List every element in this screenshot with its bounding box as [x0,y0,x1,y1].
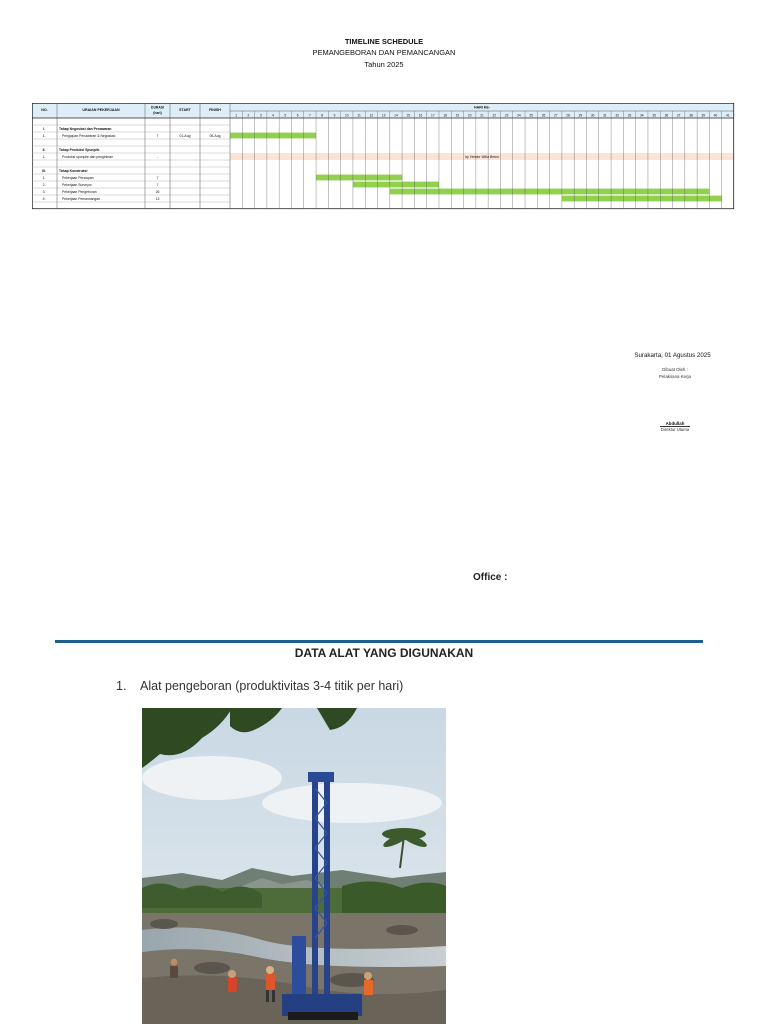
day-label: 9 [333,113,336,118]
gantt-bar [230,133,316,139]
equipment-item [116,679,403,693]
day-label: 23 [504,113,509,118]
day-label: 29 [578,113,583,118]
timeline-gantt-table [32,103,736,234]
col-duration-unit: (hari) [153,111,162,115]
task-start: 01-Aug [179,134,191,138]
task-duration: 26 [155,190,160,194]
gantt-bar [316,175,402,181]
drilling-rig-photo [142,708,446,1024]
schedule-title: TIMELINE SCHEDULE [344,37,424,46]
day-label: 26 [541,113,546,118]
equipment-item-number: 1. [116,679,127,693]
gantt-bar [353,182,439,188]
col-finish-header: FINISH [209,108,221,112]
days-header: HARI KE- [474,105,490,110]
made-by-label: Dibuat Oleh : [662,367,688,372]
task-finish: 08-Aug [209,134,221,138]
task-duration: - [156,155,159,159]
task-note: by Vendor Wika Beton [465,155,499,159]
section-label: Tahap Negosiasi dan Penawaran [59,127,112,131]
equipment-item-text: Alat pengeboran (produktivitas 3-4 titik per hari) [140,679,404,693]
day-label: 17 [431,113,435,118]
day-label: 20 [467,113,472,118]
task-duration: 7 [156,176,159,180]
day-label: 14 [394,113,398,118]
section-label: Tahap Produksi Spunpile [59,148,100,152]
row-number: 1. [42,155,46,159]
schedule-year: Tahun 2025 [364,60,404,69]
office-label: Office : [473,572,508,583]
task-label: Pengajuan Penawaran & Negosiasi [62,134,116,138]
day-label: 40 [713,113,718,118]
day-label: 4 [272,113,274,118]
day-label: 30 [590,113,595,118]
day-label: 28 [566,113,570,118]
day-label: 18 [443,113,447,118]
signer-role: Pelaksana Kerja [659,374,691,379]
day-label: 37 [676,113,681,118]
row-number: 1. [42,176,46,180]
day-label: 12 [369,113,374,118]
day-label: 15 [406,113,411,118]
signer-position: Direktur Utama [660,427,690,432]
row-number: 4. [42,197,46,201]
day-label: 31 [603,113,607,118]
signature-block [620,366,730,380]
day-label: 34 [640,113,644,118]
signature-place-date: Surakarta, 01 Agustus 2025 [634,352,711,359]
task-label: Pekerjaan Persiapan [62,176,94,180]
day-label: 27 [553,113,558,118]
task-label: Pekerjaan Surveyor [62,183,92,187]
task-label: Produksi spunpile dan pengiriman [62,155,114,159]
signer-name: Abdullah [660,421,691,427]
day-label: 35 [652,113,656,118]
day-label: 5 [284,113,287,118]
col-no-header: NO. [41,108,48,112]
day-label: 1 [235,113,238,118]
task-duration: 7 [156,134,159,138]
day-label: 19 [455,113,460,118]
signer-name-wrap [640,421,710,426]
task-label: Pekerjaan Pengeboran [62,190,97,194]
title-block [0,36,768,71]
day-label: 38 [689,113,693,118]
section-divider [55,640,703,643]
day-label: 3 [259,113,262,118]
col-duration-header: DURASI [151,105,164,110]
day-label: 10 [345,113,349,118]
day-label: 33 [627,113,632,118]
day-label: 25 [529,113,533,118]
col-work-header: URAIAN PEKERJAAN [82,108,120,112]
day-label: 22 [492,113,497,118]
day-label: 32 [615,113,619,118]
task-duration: 13 [155,197,160,201]
row-number: II. [42,148,46,152]
day-label: 39 [701,113,706,118]
task-duration: 7 [156,183,159,187]
gantt-bar [562,196,722,202]
day-label: 41 [726,113,730,118]
day-label: 24 [517,113,521,118]
row-number: 1. [42,134,46,138]
day-label: 36 [664,113,669,118]
gantt-svg [32,103,736,229]
col-start-header: START [179,108,191,112]
row-number: III. [42,169,46,173]
task-label: Pekerjaan Pemancangan [62,197,101,201]
section-label: Tahap Konstruksi [59,169,88,173]
day-label: 21 [480,113,484,118]
day-label: 13 [381,113,386,118]
day-label: 11 [357,113,361,118]
schedule-subtitle: PEMANGEBORAN DAN PEMANCANGAN [312,48,456,57]
day-label: 6 [296,113,299,118]
day-label: 2 [247,113,250,118]
day-label: 8 [321,113,324,118]
day-label: 16 [418,113,423,118]
day-label: 7 [309,113,311,118]
row-number: 2. [42,183,46,187]
row-number: I. [43,127,45,131]
row-number: 3. [42,190,46,194]
equipment-heading: DATA ALAT YANG DIGUNAKAN [294,646,474,660]
